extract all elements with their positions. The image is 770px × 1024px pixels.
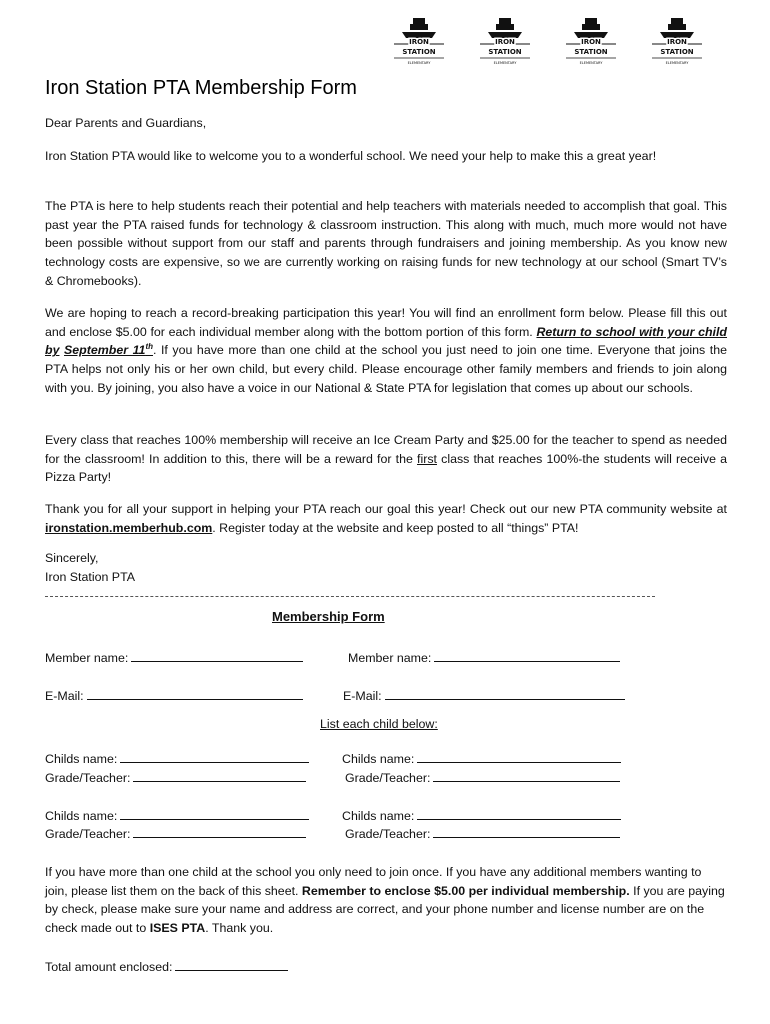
- grade-teacher-blank[interactable]: [433, 825, 620, 838]
- signature: Iron Station PTA: [45, 570, 135, 584]
- paragraph-about: The PTA is here to help students reach their potential and help teachers with materials needed to accomplish that goal. This past year the PTA raised funds for technology & classroom instruction. This along with much, much more would not have been possible without support from our staff and parents through fundraisers and joining membership. As you know new technology costs are expensive, so we are currently working on raising funds for new technology at our school (Smart TV’s & Chromebooks).: [45, 199, 727, 288]
- note-text-c: . Thank you.: [205, 921, 274, 936]
- paragraph-enrollment: [45, 304, 727, 398]
- note-payee: ISES PTA: [149, 921, 206, 936]
- grade-teacher-field-2[interactable]: [345, 769, 620, 785]
- form-note: [45, 863, 727, 938]
- paragraph-thanks: [45, 500, 727, 537]
- closing: Sincerely,: [45, 551, 99, 565]
- school-logo: [474, 16, 536, 74]
- child-name-label: Childs name:: [45, 809, 118, 823]
- paragraph-rewards: [45, 431, 727, 487]
- rewards-text-a: Every class that reaches 100% membership will receive an Ice Cream Party and $25.00 for the teacher to spend as needed for the classroom! In addition to this, there will be a reward for the: [45, 433, 727, 466]
- greeting: Dear Parents and Guardians,: [45, 116, 207, 130]
- logo-sub: STATION: [574, 48, 608, 56]
- child-name-blank[interactable]: [417, 807, 621, 820]
- grade-teacher-label: Grade/Teacher:: [45, 771, 131, 785]
- school-logo: [646, 16, 708, 74]
- website-link[interactable]: ironstation.memberhub.com: [45, 520, 213, 535]
- member-name-label: Member name:: [348, 651, 432, 665]
- return-date: September 11th: [64, 342, 154, 358]
- enrollment-text-b: . If you have more than one child at the school you just need to join one time. Everyone that joins the PTA helps not only his or her own child, but every child. Please encourage other family members and friends to join along with you. By joining, you also have a voice in our National & State PTA for legislation that comes up about our schools.: [45, 343, 727, 395]
- form-title: Membership Form: [272, 609, 385, 624]
- child-name-label: Childs name:: [45, 752, 118, 766]
- grade-teacher-field-4[interactable]: [345, 825, 620, 841]
- member-name-blank[interactable]: [131, 649, 303, 662]
- child-name-field-4[interactable]: [342, 807, 621, 823]
- return-label: Return to school with your child by: [45, 324, 728, 358]
- child-name-field-1[interactable]: [45, 750, 309, 766]
- first-emphasis: first: [417, 451, 437, 466]
- thanks-text-a: Thank you for all your support in helping your PTA reach our goal this year! Check out our new PTA community website at: [45, 502, 727, 516]
- logo-sub: STATION: [488, 48, 522, 56]
- grade-teacher-blank[interactable]: [133, 769, 306, 782]
- email-label: E-Mail:: [343, 689, 382, 703]
- enrollment-text-a: We are hoping to reach a record-breaking participation this year! You will find an enrollment form below. Please fill this out and enclose $5.00 for each individual member along with the bottom portion of this form.: [45, 306, 727, 339]
- email-label: E-Mail:: [45, 689, 84, 703]
- grade-teacher-blank[interactable]: [433, 769, 620, 782]
- logo-tag: ELEMENTARY: [579, 61, 603, 65]
- child-name-field-2[interactable]: [342, 750, 621, 766]
- total-amount-blank[interactable]: [175, 958, 288, 971]
- rewards-text-b: class that reaches 100%-the students will receive a Pizza Party!: [45, 451, 727, 485]
- logo-sub: STATION: [402, 48, 436, 56]
- member-name-label: Member name:: [45, 651, 129, 665]
- thanks-text-b: . Register today at the website and keep posted to all “things” PTA!: [212, 520, 579, 535]
- child-name-label: Childs name:: [342, 752, 415, 766]
- total-amount-field[interactable]: [45, 958, 288, 974]
- grade-teacher-label: Grade/Teacher:: [345, 827, 431, 841]
- paragraph-welcome: Iron Station PTA would like to welcome you to a wonderful school. We need your help to make this a great year!: [45, 149, 657, 163]
- child-name-label: Childs name:: [342, 809, 415, 823]
- total-amount-label: Total amount enclosed:: [45, 960, 173, 974]
- email-field-2[interactable]: [343, 687, 625, 703]
- child-name-blank[interactable]: [120, 750, 309, 763]
- note-text-b: If you are paying by check, please make sure your name and address are correct, and your phone number and license number are on the check made out to: [45, 883, 725, 936]
- logo-name: IRON: [495, 38, 515, 46]
- child-name-blank[interactable]: [120, 807, 309, 820]
- page-title: Iron Station PTA Membership Form: [45, 77, 357, 99]
- grade-teacher-field-3[interactable]: [45, 825, 306, 841]
- member-name-field-2[interactable]: [348, 649, 620, 665]
- email-blank[interactable]: [385, 687, 625, 700]
- grade-teacher-blank[interactable]: [133, 825, 306, 838]
- grade-teacher-label: Grade/Teacher:: [345, 771, 431, 785]
- logo-sub: STATION: [660, 48, 694, 56]
- school-logos: [388, 16, 708, 76]
- school-logo: [560, 16, 622, 74]
- logo-tag: ELEMENTARY: [493, 61, 517, 65]
- child-name-blank[interactable]: [417, 750, 621, 763]
- list-children-label: List each child below:: [320, 717, 438, 731]
- school-logo: [388, 16, 450, 74]
- member-name-blank[interactable]: [434, 649, 620, 662]
- note-enclose-reminder: Remember to enclose $5.00 per individual membership.: [301, 883, 630, 898]
- logo-name: IRON: [581, 38, 601, 46]
- email-field-1[interactable]: [45, 687, 303, 703]
- email-blank[interactable]: [87, 687, 303, 700]
- note-text-a: If you have more than one child at the school you only need to join once. If you have any additional members wanting to join, please list them on the back of this sheet.: [45, 865, 702, 898]
- member-name-field-1[interactable]: [45, 649, 303, 665]
- logo-name: IRON: [667, 38, 687, 46]
- cut-line: [45, 596, 655, 597]
- grade-teacher-field-1[interactable]: [45, 769, 306, 785]
- logo-name: IRON: [409, 38, 429, 46]
- logo-tag: ELEMENTARY: [407, 61, 431, 65]
- child-name-field-3[interactable]: [45, 807, 309, 823]
- grade-teacher-label: Grade/Teacher:: [45, 827, 131, 841]
- logo-tag: ELEMENTARY: [665, 61, 689, 65]
